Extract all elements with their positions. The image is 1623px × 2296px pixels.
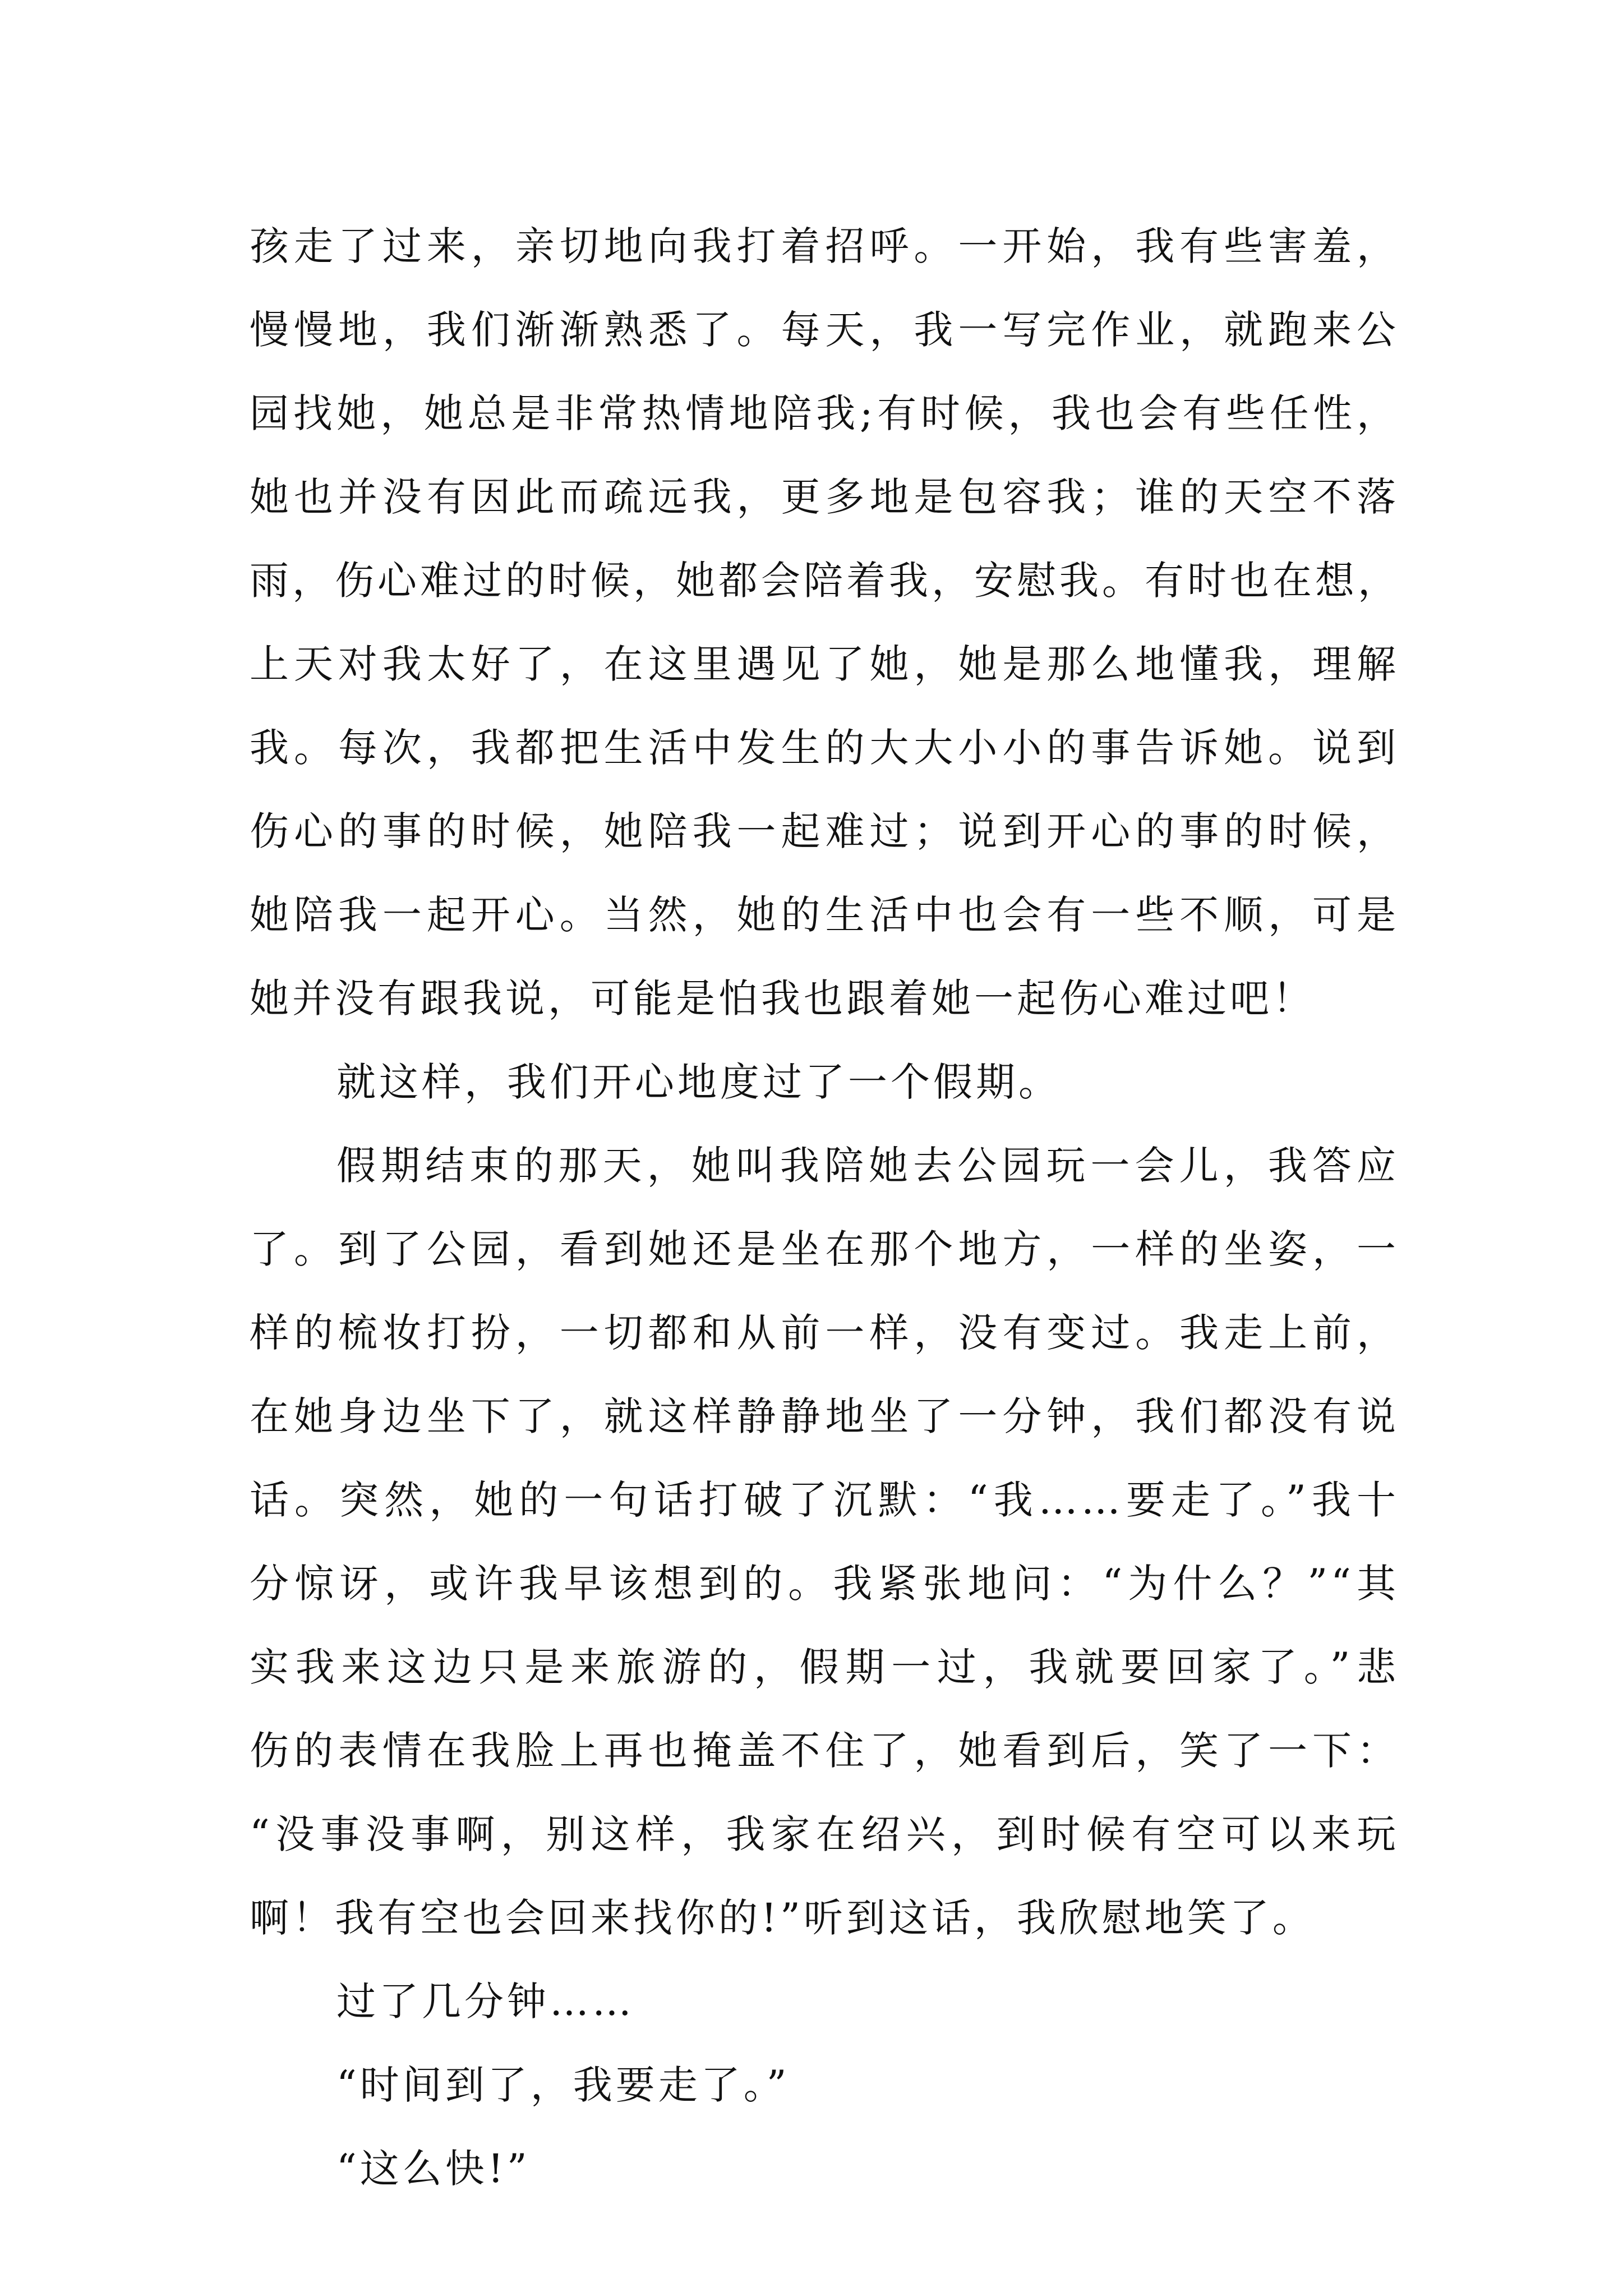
text-line: 她也并没有因此而疏远我，更多地是包容我；谁的天空不落 (250, 474, 1399, 520)
text-line: 孩走了过来，亲切地向我打着招呼。一开始，我有些害羞， (250, 223, 1399, 269)
text-line: 假期结束的那天，她叫我陪她去公园玩一会儿，我答应 (336, 1143, 1399, 1189)
text-line: 分惊讶，或许我早该想到的。我紧张地问：“为什么？”“其 (250, 1561, 1399, 1607)
text-line: “这么快!” (336, 2146, 531, 2192)
text-line: 慢慢地，我们渐渐熟悉了。每天，我一写完作业，就跑来公 (250, 307, 1399, 353)
text-line: 在她身边坐下了，就这样静静地坐了一分钟，我们都没有说 (250, 1393, 1399, 1439)
text-line: 实我来这边只是来旅游的，假期一过，我就要回家了。”悲 (250, 1644, 1399, 1690)
text-line: 她并没有跟我说，可能是怕我也跟着她一起伤心难过吧！ (250, 976, 1315, 1022)
text-line: 伤心的事的时候，她陪我一起难过；说到开心的事的时候， (250, 808, 1399, 854)
body-text (250, 205, 1399, 2211)
text-line: 雨，伤心难过的时候，她都会陪着我，安慰我。有时也在想， (250, 558, 1400, 604)
text-line: 了。到了公园，看到她还是坐在那个地方，一样的坐姿，一 (250, 1226, 1399, 1272)
text-line: “没事没事啊，别这样，我家在绍兴，到时候有空可以来玩 (250, 1811, 1399, 1857)
text-line: 伤的表情在我脸上再也掩盖不住了，她看到后，笑了一下： (250, 1728, 1399, 1774)
text-line: 就这样，我们开心地度过了一个假期。 (336, 1059, 1061, 1105)
text-line: 我。每次，我都把生活中发生的大大小小的事告诉她。说到 (250, 725, 1399, 771)
text-line: 样的梳妆打扮，一切都和从前一样，没有变过。我走上前， (250, 1310, 1399, 1356)
text-line: 啊！我有空也会回来找你的!”听到这话，我欣慰地笑了。 (250, 1895, 1315, 1941)
text-line: 过了几分钟…… (336, 1978, 635, 2024)
text-line: 话。突然，她的一句话打破了沉默：“我……要走了。”我十 (250, 1477, 1399, 1523)
text-line: 上天对我太好了，在这里遇见了她，她是那么地懂我，理解 (250, 641, 1399, 687)
text-line: “时间到了，我要走了。” (336, 2062, 790, 2108)
text-line: 她陪我一起开心。当然，她的生活中也会有一些不顺，可是 (250, 892, 1399, 938)
text-line: 园找她，她总是非常热情地陪我;有时候，我也会有些任性， (250, 390, 1399, 436)
